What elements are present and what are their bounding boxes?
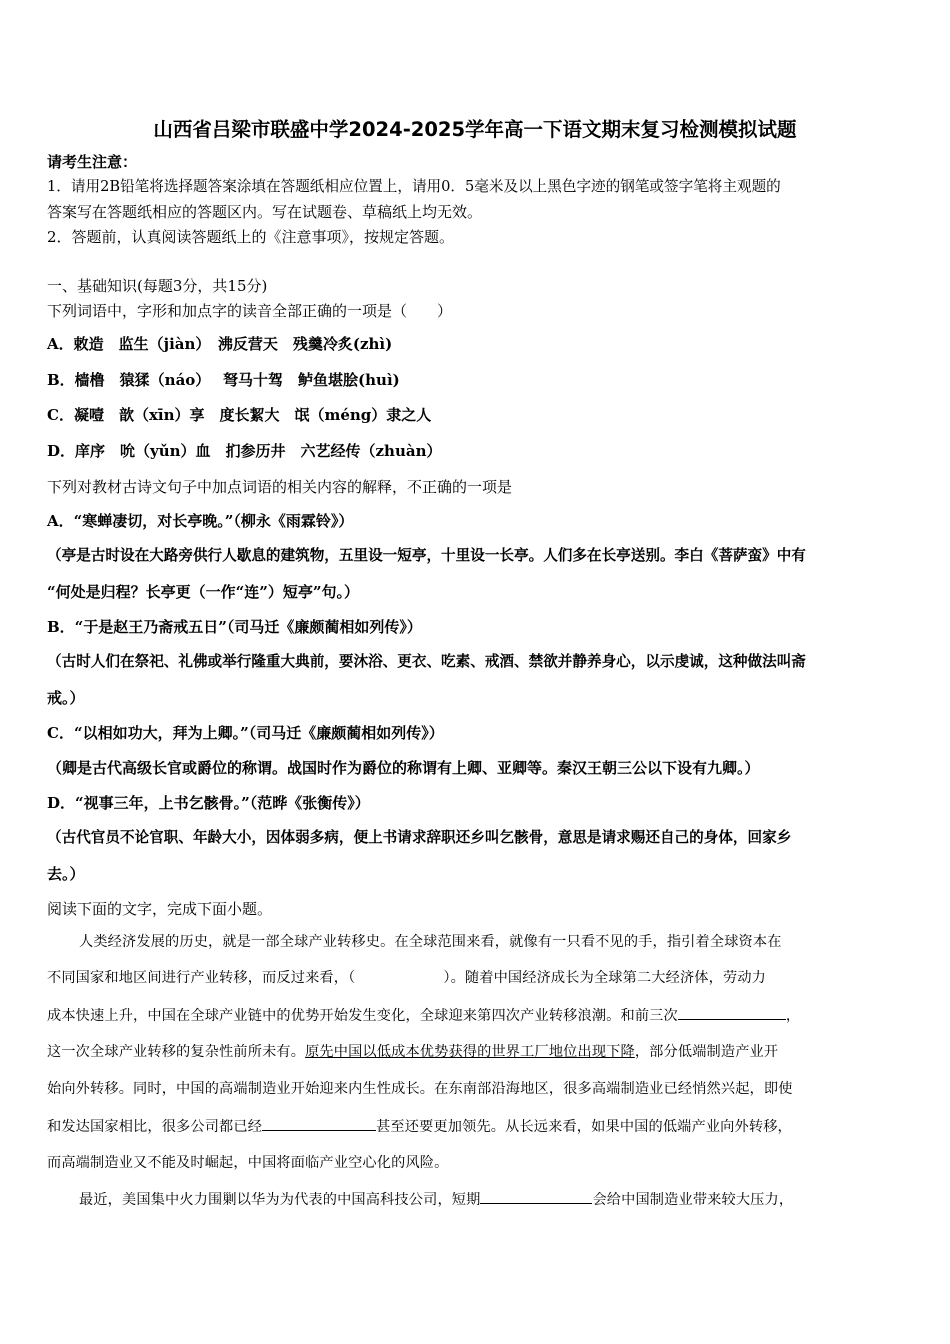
passage-line-3-part-1: 成本快速上升，中国在全球产业链中的优势开始发生变化，全球迎来第四次产业转移浪潮。和前三次: [47, 1008, 678, 1024]
passage-line-4-part-2: ，部分低端制造产业开: [634, 1044, 779, 1060]
question-2-option-b-explanation-cont: 戒。）: [47, 689, 85, 707]
question-2-option-d-explanation-cont: 去。）: [47, 865, 85, 883]
passage-line-4: [47, 1042, 778, 1062]
passage-line-6: [47, 1116, 792, 1137]
page-title: 山西省吕梁市联盛中学2024-2025学年高一下语文期末复习检测模拟试题: [153, 118, 797, 141]
fill-blank-2: [262, 1116, 376, 1131]
question-1-option-c: C．凝噎 歆（xīn）享 度长絜大 氓（méng）隶之人: [47, 406, 432, 424]
question-1-stem: 下列词语中，字形和加点字的读音全部正确的一项是（ ）: [47, 302, 453, 320]
question-2-option-a-explanation: （亭是古时设在大路旁供行人歇息的建筑物，五里设一短亭，十里设一长亭。人们多在长亭送别。李白《菩萨蛮》中有: [47, 547, 806, 564]
passage-line-1: 人类经济发展的历史，就是一部全球产业转移史。在全球范围来看，就像有一只看不见的手，指引着全球资本在: [79, 934, 782, 950]
question-1-option-d: D．庠序 吮（yǔn）血 扪参历井 六艺经传（zhuàn）: [47, 442, 442, 460]
passage-line-8: [79, 1189, 793, 1210]
fill-blank-3: [480, 1189, 592, 1204]
passage-line-3-part-2: ，: [785, 1008, 801, 1024]
question-2-option-d-explanation: （古代官员不论官职、年龄大小，因体弱多病，便上书请求辞职还乡叫乞骸骨，意思是请求赐还自己的身体，回家乡: [47, 829, 792, 846]
question-1-option-b: B．樯橹 猿猱（náo） 弩马十驾 鲈鱼堪脍(huì): [47, 371, 400, 389]
reading-intro: 阅读下面的文字，完成下面小题。: [47, 900, 273, 918]
passage-line-2-part-2: ）。随着中国经济成长为全球第二大经济体，劳动力: [443, 970, 766, 986]
notice-heading: 请考生注意：: [47, 153, 138, 171]
question-1-option-a: A．敕造 监生（jiàn） 沸反营天 残羹冷炙(zhì): [47, 335, 393, 353]
passage-line-8-part-1: 最近，美国集中火力围剿以华为为代表的中国高科技公司，短期: [79, 1192, 481, 1208]
passage-line-3: [47, 1005, 800, 1026]
question-2-option-c: C．“以相如功大，拜为上卿。”（司马迁《廉颇蔺相如列传》）: [47, 724, 444, 742]
passage-line-5: 始向外转移。同时，中国的高端制造业开始迎来内生性成长。在东南部沿海地区，很多高端制造业已经悄然兴起，即使: [47, 1081, 793, 1097]
question-2-option-b-explanation: （古时人们在祭祀、礼佛或举行隆重大典前，要沐浴、更衣、吃素、戒酒、禁欲并静养身心，以示虔诚，这种做法叫斋: [47, 653, 806, 670]
passage-line-7: 而高端制造业又不能及时崛起，中国将面临产业空心化的风险。: [47, 1155, 449, 1171]
question-2-option-d: D．“视事三年，上书乞骸骨。”（范晔《张衡传》）: [47, 794, 370, 812]
passage-line-4-part-1: 这一次全球产业转移的复杂性前所未有。: [47, 1044, 306, 1060]
passage-line-6-part-1: 和发达国家相比，很多公司都已经: [47, 1119, 263, 1135]
notice-item-1-line-1: 1．请用2B铅笔将选择题答案涂填在答题纸相应位置上，请用0．5毫米及以上黑色字迹的钢笔或签字笔将主观题的: [47, 178, 781, 195]
question-2-stem: 下列对教材古诗文句子中加点词语的相关内容的解释，不正确的一项是: [47, 478, 513, 496]
passage-line-8-part-2: 会给中国制造业带来较大压力，: [592, 1192, 794, 1208]
fill-blank-1: [678, 1005, 786, 1020]
question-2-option-b: B．“于是赵王乃斋戒五日”（司马迁《廉颇蔺相如列传》）: [47, 618, 422, 636]
question-2-option-c-explanation: （卿是古代高级长官或爵位的称谓。战国时作为爵位的称谓有上卿、亚卿等。秦汉王朝三公以下设有九卿。）: [47, 759, 760, 777]
notice-item-1-line-2: 答案写在答题纸相应的答题区内。写在试题卷、草稿纸上均无效。: [47, 203, 483, 221]
notice-item-2: 2．答题前，认真阅读答题纸上的《注意事项》，按规定答题。: [47, 228, 455, 246]
question-2-option-a: A．“寒蝉凄切，对长亭晚。”（柳永《雨霖铃》）: [47, 512, 354, 530]
underlined-sentence: 原先中国以低成本优势获得的世界工厂地位出现下降: [305, 1044, 635, 1060]
question-2-option-a-explanation-cont: “何处是归程？长亭更（一作“连”）短亭”句。）: [47, 583, 360, 601]
passage-line-2-part-1: 不同国家和地区间进行产业转移，而反过来看，（: [47, 970, 356, 986]
passage-line-6-part-2: 甚至还要更加领先。从长远来看，如果中国的低端产业向外转移，: [376, 1119, 792, 1135]
passage-line-2: [47, 968, 766, 988]
section-1-heading: 一、基础知识(每题3分，共15分): [47, 277, 268, 295]
